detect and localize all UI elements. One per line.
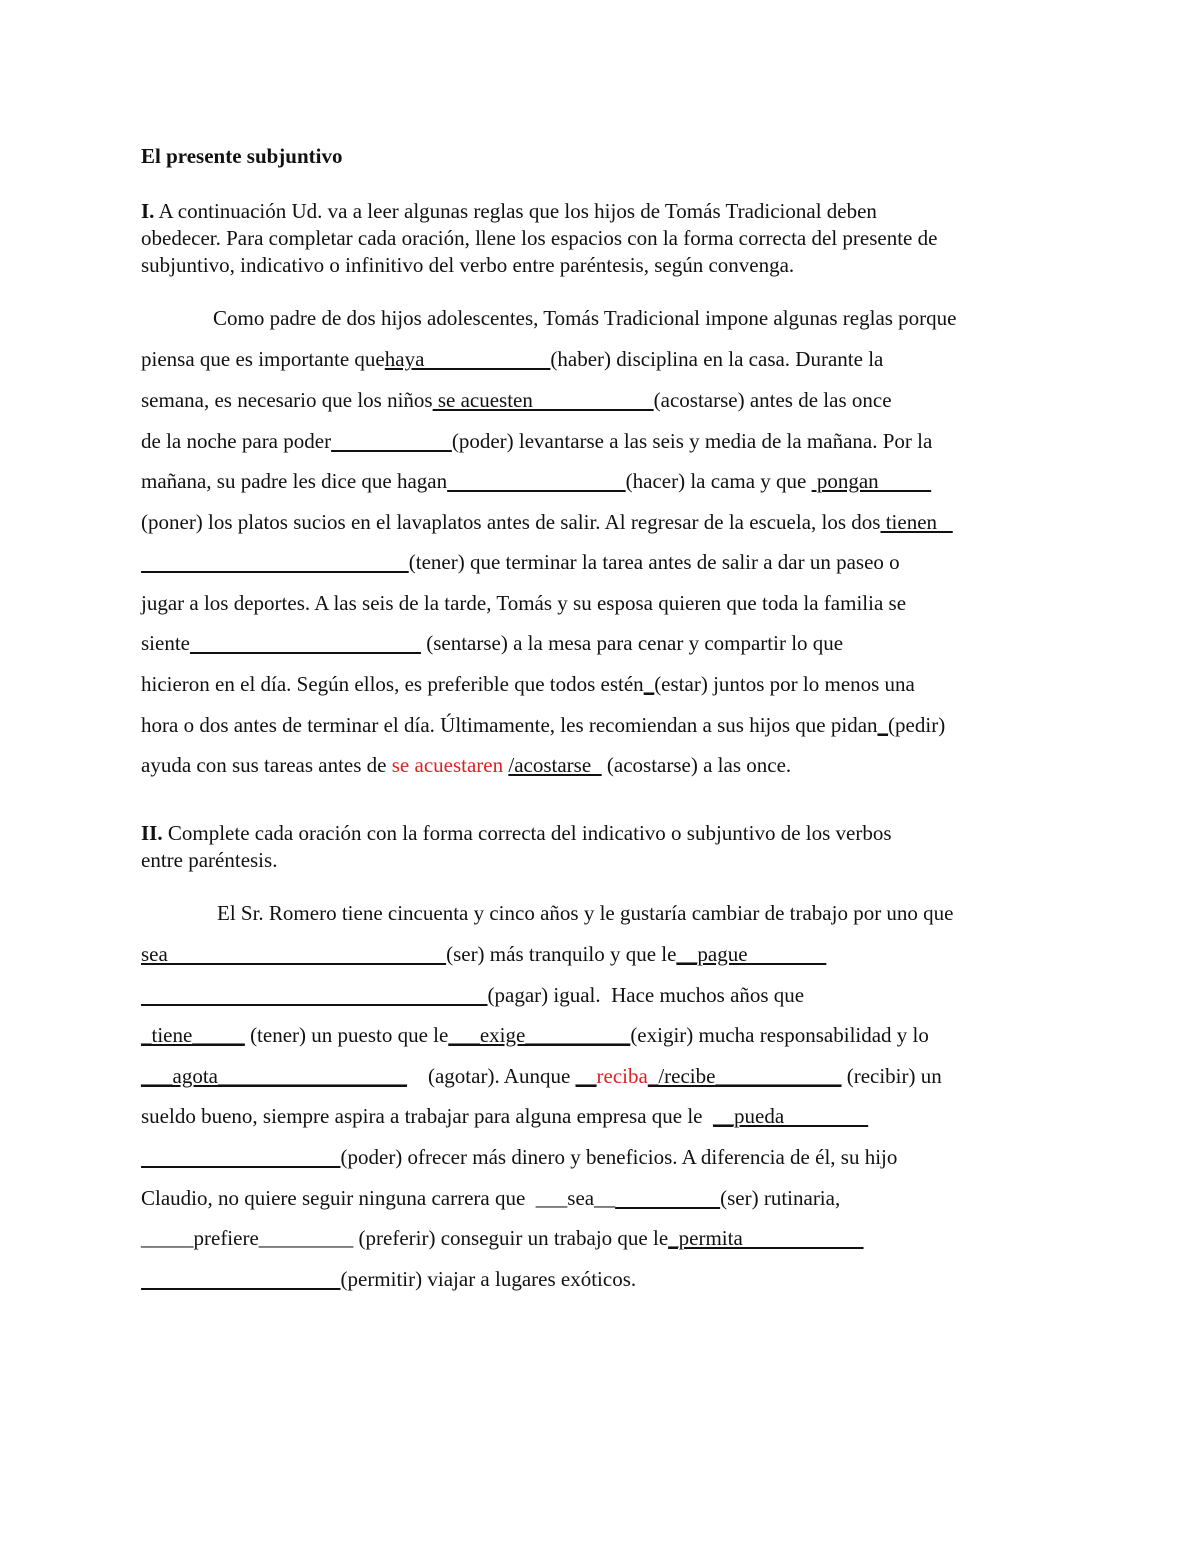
answer-blank-haber[interactable]: haya <box>384 347 551 371</box>
paragraph-1-line-4 <box>141 428 932 454</box>
answer-sea: ___sea__ <box>535 1186 616 1210</box>
answer-blank-tener-2[interactable]: _tiene_____ <box>141 1023 245 1047</box>
section-1-instructions-line-1 <box>141 198 877 224</box>
answer-blank-ser[interactable]: sea <box>141 942 447 966</box>
paragraph-1-line-8: jugar a los deportes. A las seis de la tarde, Tomás y su esposa quieren que toda la familia se <box>141 591 907 615</box>
paragraph-2-line-6 <box>141 1103 868 1129</box>
answer-blank-hacer[interactable] <box>447 469 626 493</box>
paragraph-2-line-3 <box>141 982 804 1008</box>
text: hora o dos antes de terminar el día. Últimamente, les recomiendan a sus hijos que pidan <box>141 713 878 737</box>
section-1-number: I. <box>141 199 155 223</box>
paragraph-1-line-11 <box>141 712 945 738</box>
answer-blank-pedir[interactable]: _ <box>877 713 889 737</box>
text: (poner) los platos sucios en el lavaplatos antes de salir. Al regresar de la escuela, los dos <box>141 510 881 534</box>
text: (haber) disciplina en la casa. Durante la <box>550 347 884 371</box>
paragraph-1-line-10 <box>141 671 915 697</box>
section-2-instructions-line-1 <box>141 820 892 846</box>
answer-blank-poner[interactable]: pongan <box>811 469 932 493</box>
text: semana, es necesario que los niños <box>141 388 433 412</box>
section-1-instruction-text: A continuación Ud. va a leer algunas reglas que los hijos de Tomás Tradicional deben <box>154 199 877 223</box>
paragraph-2-line-5 <box>141 1063 942 1089</box>
red-correction-text: se acuestaren <box>391 753 509 777</box>
section-1-instructions-line-3: subjuntivo, indicativo o infinitivo del verbo entre paréntesis, según convenga. <box>141 253 795 277</box>
text: (agotar). Aunque <box>406 1064 576 1088</box>
text: (sentarse) a la mesa para cenar y compartir lo que <box>420 631 844 655</box>
paragraph-2-line-2 <box>141 941 826 967</box>
answer-blank-pagar[interactable]: __pague <box>676 942 827 966</box>
text: (pedir) <box>888 713 946 737</box>
answer-blank-acostarse[interactable]: se acuesten <box>432 388 654 412</box>
answer-blank-exigir[interactable]: ___exige__________ <box>448 1023 631 1047</box>
text: (exigir) mucha responsabilidad y lo <box>630 1023 929 1047</box>
text: (acostarse) a las once. <box>601 753 792 777</box>
paragraph-1-line-2 <box>141 346 883 372</box>
text: siente <box>141 631 190 655</box>
answer-blank-estar[interactable]: _ <box>643 672 655 696</box>
text: (tener) que terminar la tarea antes de salir a dar un paseo o <box>408 550 900 574</box>
paragraph-1-line-1: Como padre de dos hijos adolescentes, Tomás Tradicional impone algunas reglas porque <box>213 306 957 330</box>
answer-blank-poder-2[interactable]: __pueda <box>713 1104 869 1128</box>
answer-blank-permitir-continued[interactable] <box>141 1267 341 1291</box>
answer-blank-recibir-prefix[interactable]: __ <box>575 1064 597 1088</box>
section-2-instructions-line-2: entre paréntesis. <box>141 848 278 872</box>
paragraph-2-line-1: El Sr. Romero tiene cincuenta y cinco años y le gustaría cambiar de trabajo por uno que <box>217 901 954 925</box>
answer-blank-poder-2-continued[interactable] <box>141 1145 341 1169</box>
text: (ser) más tranquilo y que le <box>446 942 677 966</box>
text: (preferir) conseguir un trabajo que le <box>353 1226 669 1250</box>
answer-blank-tener[interactable]: tienen <box>880 510 953 534</box>
text: mañana, su padre les dice que hagan <box>141 469 448 493</box>
text: (pagar) igual. Hace muchos años que <box>487 983 805 1007</box>
text: piensa que es importante que <box>141 347 385 371</box>
document-title: El presente subjuntivo <box>141 144 343 168</box>
section-1-instructions-line-2: obedecer. Para completar cada oración, llene los espacios con la forma correcta del presente de <box>141 226 938 250</box>
text: (recibir) un <box>841 1064 942 1088</box>
text: de la noche para poder <box>141 429 332 453</box>
paragraph-1-line-9 <box>141 630 843 656</box>
text: Claudio, no quiere seguir ninguna carrera que <box>141 1186 536 1210</box>
answer-blank-poder[interactable] <box>331 429 452 453</box>
text: sueldo bueno, siempre aspira a trabajar para alguna empresa que le <box>141 1104 714 1128</box>
text: (poder) ofrecer más dinero y beneficios. A diferencia de él, su hijo <box>340 1145 898 1169</box>
paragraph-1-line-3 <box>141 387 892 413</box>
answer-blank-recibir[interactable]: _/recibe____________ <box>647 1064 842 1088</box>
answer-blank-ser-2[interactable] <box>615 1186 720 1210</box>
answer-blank-tener-continued[interactable] <box>141 550 409 574</box>
paragraph-2-line-8 <box>141 1185 840 1211</box>
section-2-number: II. <box>141 821 163 845</box>
paragraph-1-line-6 <box>141 509 953 535</box>
answer-blank-permitir[interactable]: _permita <box>668 1226 864 1250</box>
answer-blank-acostarse-2[interactable]: /acostarse <box>508 753 602 777</box>
paragraph-2-line-4 <box>141 1022 929 1048</box>
text: (ser) rutinaria, <box>720 1186 841 1210</box>
answer-blank-agotar[interactable]: ___agota__________________ <box>141 1064 407 1088</box>
text: hicieron en el día. Según ellos, es preferible que todos estén <box>141 672 644 696</box>
answer-blank-sentarse[interactable] <box>190 631 421 655</box>
paragraph-2-line-7 <box>141 1144 897 1170</box>
paragraph-1-line-7 <box>141 549 900 575</box>
paragraph-1-line-5 <box>141 468 931 494</box>
paragraph-2-line-9 <box>141 1225 864 1251</box>
paragraph-2-line-10 <box>141 1266 636 1292</box>
text: (estar) juntos por lo menos una <box>654 672 915 696</box>
red-correction-text-2: reciba <box>596 1064 648 1088</box>
section-2-instruction-text: Complete cada oración con la forma correcta del indicativo o subjuntivo de los verbos <box>162 821 892 845</box>
text: ayuda con sus tareas antes de <box>141 753 392 777</box>
answer-blank-preferir[interactable]: _____prefiere_________ <box>141 1226 354 1250</box>
text: (hacer) la cama y que <box>625 469 812 493</box>
text: (poder) levantarse a las seis y media de la mañana. Por la <box>451 429 933 453</box>
text: (permitir) viajar a lugares exóticos. <box>340 1267 637 1291</box>
answer-blank-pagar-continued[interactable] <box>141 983 488 1007</box>
text: (acostarse) antes de las once <box>653 388 892 412</box>
paragraph-1-line-12 <box>141 752 791 778</box>
text: (tener) un puesto que le <box>244 1023 449 1047</box>
